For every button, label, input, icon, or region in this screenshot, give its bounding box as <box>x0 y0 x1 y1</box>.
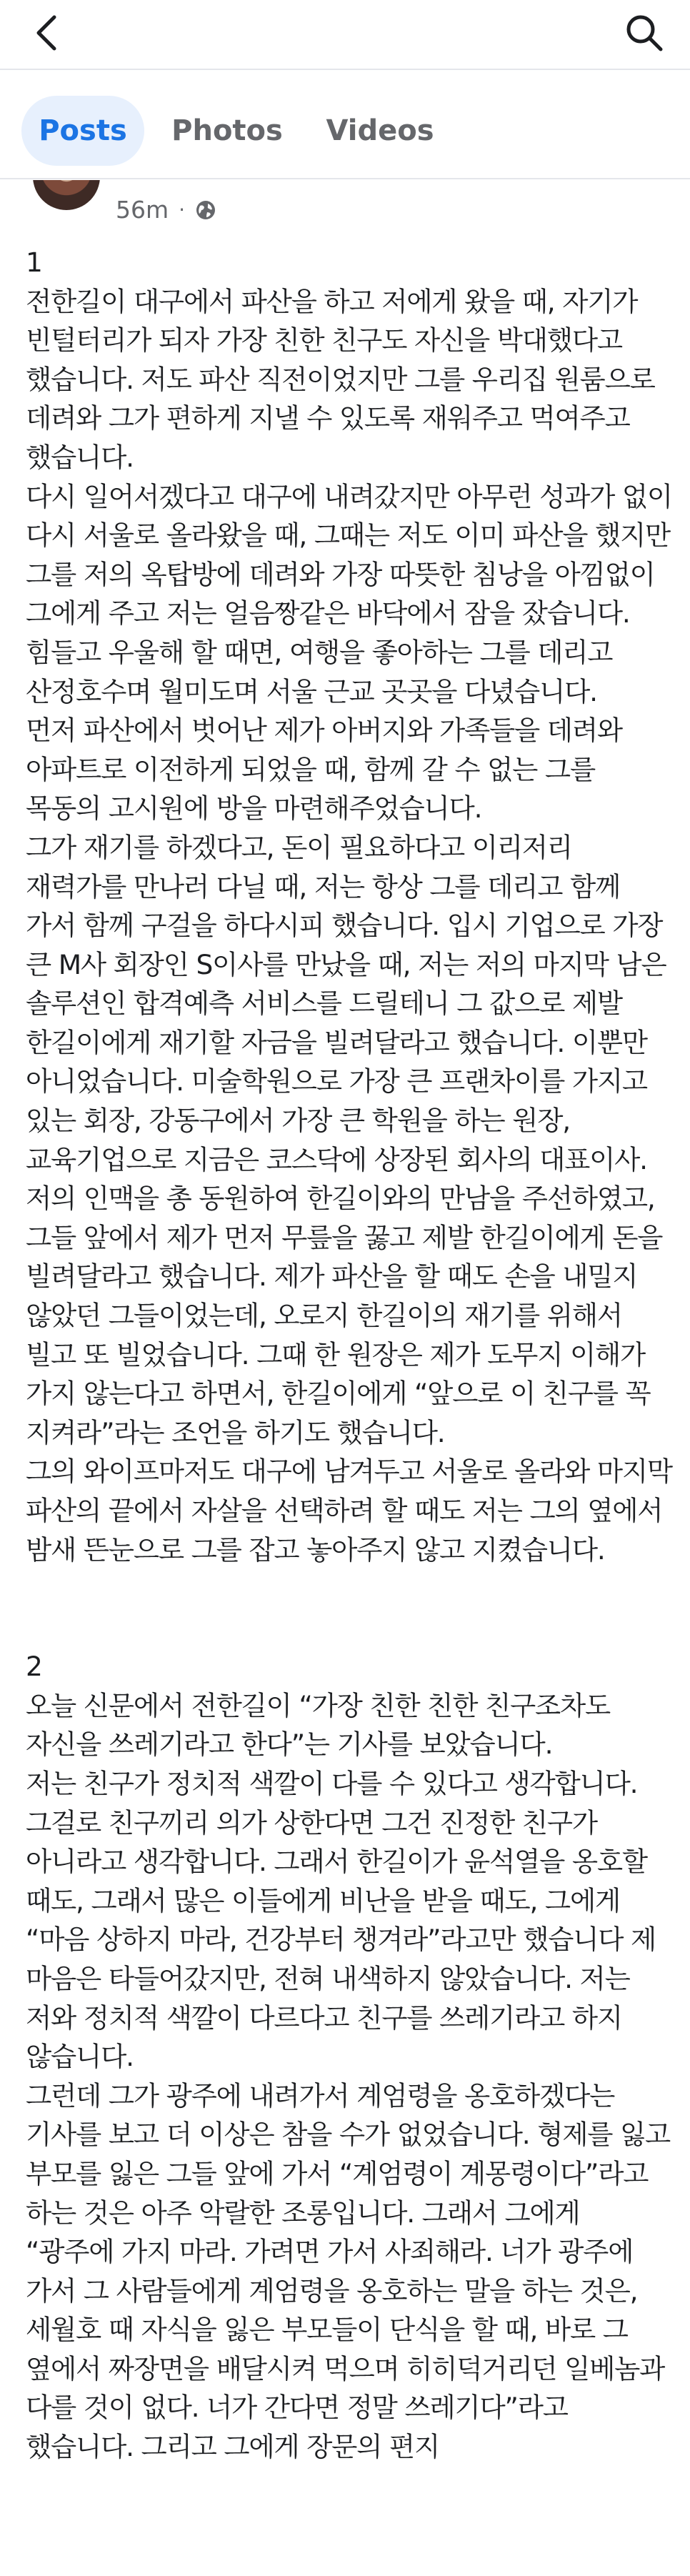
post-header <box>0 180 690 230</box>
tab-posts[interactable] <box>21 96 144 166</box>
post-paragraph: 힘들고 우울해 할 때면, 여행을 좋아하는 그를 데리고 산정호수며 월미도며 서울 근교 곳곳을 다녔습니다. <box>26 636 613 707</box>
tab-posts-label: Posts <box>39 114 127 147</box>
tab-videos-label: Videos <box>326 114 434 147</box>
globe-icon <box>195 199 216 221</box>
post-paragraph: 다시 일어서겠다고 대구에 내려갔지만 아무런 성과가 없이 다시 서울로 올라왔을 때, 그때는 저도 이미 파산을 했지만 그를 저의 옥탑방에 데려와 가장 따뜻한 침낭을 아낌없이 그에게 주고 저는 얼음짱같은 바닥에서 잠을 잤습니다. <box>26 480 672 630</box>
tab-videos[interactable] <box>314 96 446 166</box>
post-body <box>26 243 672 2467</box>
avatar[interactable] <box>33 180 100 210</box>
search-button[interactable] <box>623 11 666 54</box>
tab-photos-label: Photos <box>171 114 283 147</box>
post-paragraph: 그가 재기를 하겠다고, 돈이 필요하다고 이리저리 재력가를 만나러 다닐 때, 저는 항상 그를 데리고 함께 가서 함께 구걸을 하다시피 했습니다. 입시 기업으로 가장 큰 M사 회장인 S이사를 만났을 때, 저는 저의 마지막 남은 솔루션인 합격예측 서비스를 드릴테니 그 값으로 제발 한길이에게 재기할 자금을 빌려달라고 했습니다. 이뿐만 아니었습니다. 미술학원으로 가장 큰 프랜차이를 가지고 있는 회장, 강동구에서 가장 큰 학원을 하는 원장, 교육기업으로 지금은 코스닥에 상장된 회사의 대표이사. 저의 인맥을 총 동원하여 한길이와의 만남을 주선하였고, 그들 앞에서 제가 먼저 무릎을 꿇고 제발 한길이에게 돈을 빌려달라고 했습니다. 제가 파산을 할 때도 손을 내밀지 않았던 그들이었는데, 오로지 한길이의 재기를 위해서 빌고 또 빌었습니다. 그때 한 원장은 제가 도무지 이해가 가지 않는다고 하면서, 한길이에게 “앞으로 이 친구를 꼭 지켜라”라는 조언을 하기도 했습니다. <box>26 831 666 1448</box>
post-paragraph: 그런데 그가 광주에 내려가서 계엄령을 옹호하겠다는 기사를 보고 더 이상은 참을 수가 없었습니다. 형제를 잃고 부모를 잃은 그들 앞에 가서 “계엄령이 계몽령이다”라고 하는 것은 아주 악랄한 조롱입니다. 그래서 그에게 “광주에 가지 마라. 가려면 가서 사죄해라. 너가 광주에 가서 그 사람들에게 계엄령을 옹호하는 말을 하는 것은, 세월호 때 자식을 잃은 부모들이 단식을 할 때, 바로 그 옆에서 짜장면을 배달시켜 먹으며 히히덕거리던 일베놈과 다를 것이 없다. 너가 간다면 정말 쓰레기다”라고 했습니다. 그리고 그에게 장문의 편지 <box>26 2079 671 2463</box>
section-number: 2 <box>26 1651 42 1683</box>
tabs-divider <box>0 178 690 179</box>
post-paragraph: 그의 와이프마저도 대구에 남겨두고 서울로 올라와 마지막 파산의 끝에서 자살을 선택하려 할 때도 저는 그의 옆에서 밤새 뜬눈으로 그를 잡고 놓아주지 않고 지켰습니다. <box>26 1456 672 1566</box>
section-number: 1 <box>26 247 42 278</box>
tab-photos[interactable] <box>163 96 291 166</box>
top-bar <box>0 0 690 69</box>
back-button[interactable] <box>26 11 69 54</box>
post-paragraph: 전한길이 대구에서 파산을 하고 저에게 왔을 때, 자기가 빈털터리가 되자 가장 친한 친구도 자신을 박대했다고 했습니다. 저도 파산 직전이었지만 그를 우리집 원룸으로 데려와 그가 편하게 지낼 수 있도록 재워주고 먹여주고 했습니다. <box>26 285 655 473</box>
post-meta <box>116 196 216 224</box>
post-meta-separator: · <box>179 198 186 222</box>
post-paragraph: 먼저 파산에서 벗어난 제가 아버지와 가족들을 데려와 아파트로 이전하게 되었을 때, 함께 갈 수 없는 그를 목동의 고시원에 방을 마련해주었습니다. <box>26 715 622 825</box>
search-icon <box>624 13 664 53</box>
post-timestamp[interactable]: 56m <box>116 196 169 224</box>
post-paragraph: 저는 친구가 정치적 색깔이 다를 수 있다고 생각합니다. 그걸로 친구끼리 의가 상한다면 그건 진정한 친구가 아니라고 생각합니다. 그래서 한길이가 윤석열을 옹호할 때도, 그래서 많은 이들에게 비난을 받을 때도, 그에게 “마음 상하지 마라, 건강부터 챙겨라”라고만 했습니다 제 마음은 타들어갔지만, 전혀 내색하지 않았습니다. 저는 저와 정치적 색깔이 다르다고 친구를 쓰레기라고 하지 않습니다. <box>26 1767 656 2073</box>
post-paragraph: 오늘 신문에서 전한길이 “가장 친한 친한 친구조차도 자신을 쓰레기라고 한다”는 기사를 보았습니다. <box>26 1689 611 1761</box>
profile-tabs <box>0 70 690 177</box>
back-arrow-icon <box>33 14 61 51</box>
section-spacer <box>26 1569 672 1647</box>
